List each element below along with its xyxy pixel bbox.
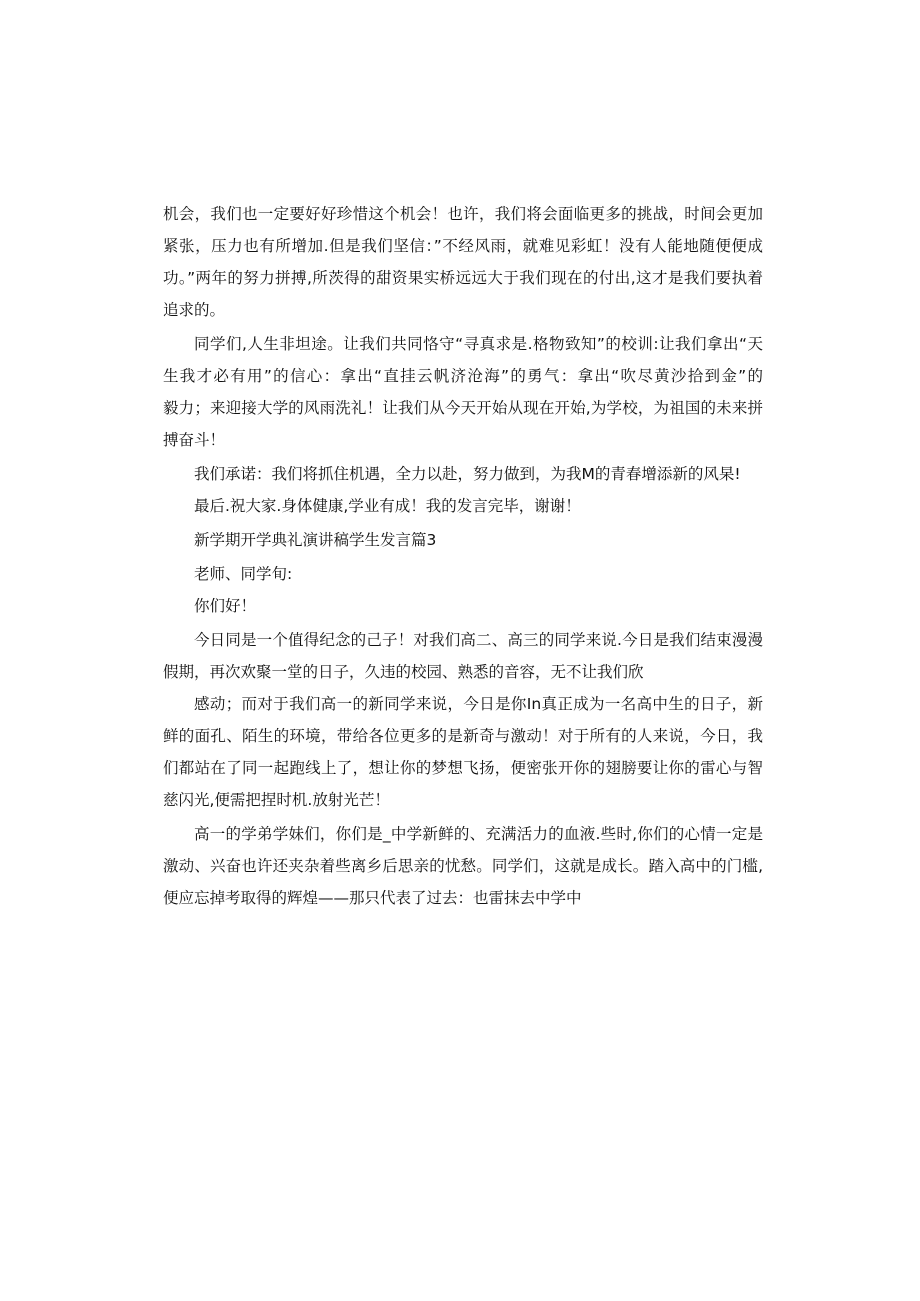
paragraph-2-line-4: 搏奋斗！ xyxy=(163,431,226,449)
paragraph-3-line-1: 今日同是一个值得纪念的己子！对我们高二、高三的同学来说.今日是我们结束漫漫 xyxy=(194,631,763,649)
paragraph-1-line-3: 功。”两年的努力拼搏,所茨得的甜资果实桥远远大于我们现在的付出,这才是我们要执着 xyxy=(163,269,763,287)
paragraph-2-line-1: 同学们,人生非坦途。让我们共同恪守“寻真求是.格物致知”的校训:让我们拿出“天 xyxy=(194,335,763,353)
paragraph-4-line-4: 慈闪光,便需把捏时机.放射光芒！ xyxy=(163,791,390,809)
paragraph-1-line-4: 追求的。 xyxy=(163,301,226,319)
paragraph-1-line-1: 机会，我们也一定要好好珍惜这个机会！也许，我们将会面临更多的挑战，时间会更加 xyxy=(163,205,763,223)
paragraph-4-line-1: 感动；而对于我们高一的新同学来说，今日是你In真正成为一名高中生的日子，新 xyxy=(194,695,763,713)
paragraph-2-line-2: 生我才必有用”的信心：拿出“直挂云帆济沧海”的勇气：拿出“吹尽黄沙拾到金”的 xyxy=(163,367,763,385)
paragraph-2-line-3: 毅力；来迎接大学的风雨洗礼！让我们从今天开始从现在开始,为学校，为祖国的未来拼 xyxy=(163,399,763,417)
paragraph-pledge: 我们承诺：我们将抓住机遇，全力以赴，努力做到，为我M的青春增添新的风杲! xyxy=(194,465,741,483)
salutation: 老师、同学旬: xyxy=(194,565,293,583)
paragraph-3-line-2: 假期，再次欢聚一堂的日子，久违的校园、熟悉的音容，无不让我们欣 xyxy=(163,663,644,681)
paragraph-closing: 最后.祝大家.身体健康,学业有成！我的发言完毕，谢谢！ xyxy=(194,497,581,515)
paragraph-1-line-2: 紧张，压力也有所增加.但是我们坚信：”不经风雨，就难见彩虹！没有人能地随便便成 xyxy=(163,237,763,255)
greeting: 你们好！ xyxy=(194,597,257,615)
section-title: 新学期开学典礼演讲稿学生发言篇3 xyxy=(194,531,437,549)
paragraph-5-line-2: 激动、兴奋也许还夹杂着些离乡后思亲的忧愁。同学们，这就是成长。踏入高中的门槛, xyxy=(163,857,763,875)
paragraph-4-line-3: 们都站在了同一起跑线上了，想让你的梦想飞扬，便密张开你的翅膀要让你的雷心与智 xyxy=(163,759,763,777)
paragraph-5-line-3: 便应忘掉考取得的辉煌——那只代表了过去：也雷抹去中学中 xyxy=(163,889,582,907)
paragraph-5-line-1: 高一的学弟学妹们，你们是_中学新鲜的、充满活力的血液.些时,你们的心情一定是 xyxy=(194,825,763,843)
paragraph-4-line-2: 鲜的面孔、陌生的环境，带给各位更多的是新奇与激动！对于所有的人来说，今日，我 xyxy=(163,727,763,745)
